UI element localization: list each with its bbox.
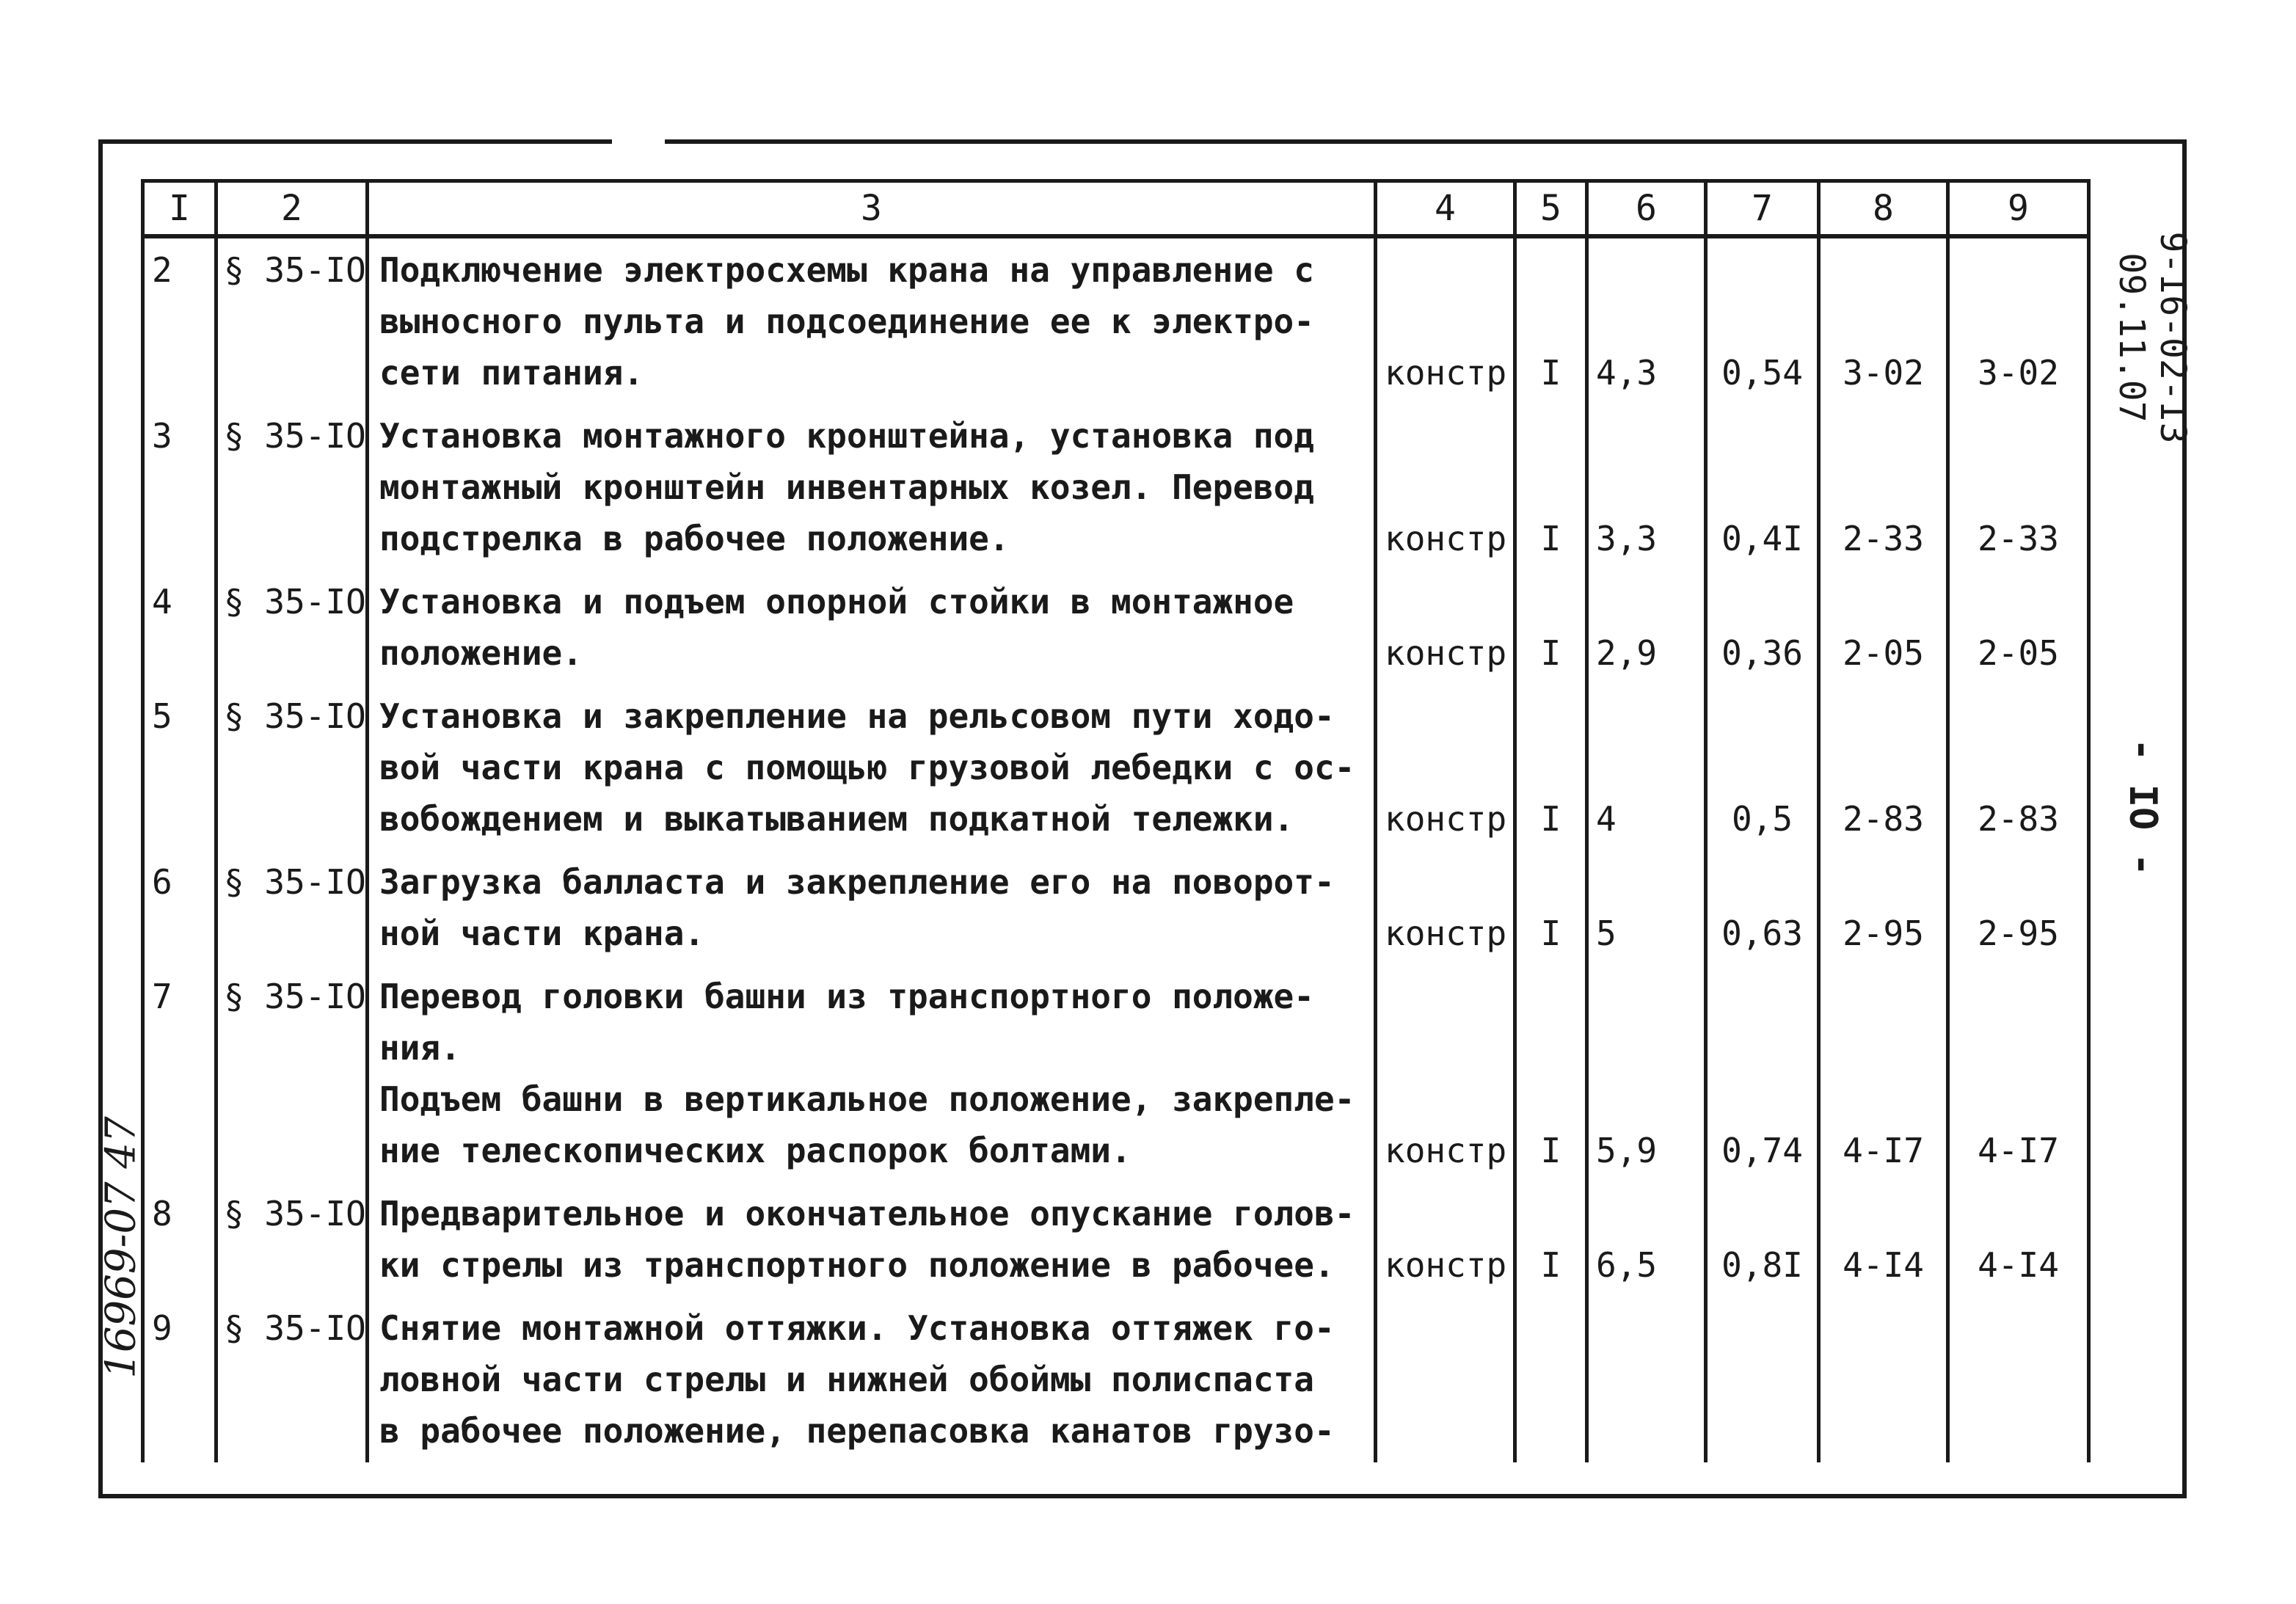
spec-table-body xyxy=(143,236,2089,1462)
row-value-col7: 0,63 xyxy=(1706,850,1819,965)
description-line: вой части крана с помощью грузовой лебедки с ос- xyxy=(379,748,1355,787)
description-line: Установка и закрепление на рельсовом пути ходо- xyxy=(379,696,1335,736)
row-value-col9: 2-05 xyxy=(1948,570,2089,685)
row-value-col9: 2-95 xyxy=(1948,850,2089,965)
header-row xyxy=(143,181,2089,237)
row-value-col9: 3-02 xyxy=(1948,236,2089,404)
row-value-col7: 0,74 xyxy=(1706,965,1819,1182)
row-description xyxy=(368,1297,1376,1462)
row-value-col6: 5,9 xyxy=(1587,965,1706,1182)
table-row xyxy=(143,1182,2089,1297)
row-unit: констр xyxy=(1376,570,1515,685)
row-number: 9 xyxy=(143,1297,216,1462)
row-paragraph-ref: § 35-IO xyxy=(216,1182,368,1297)
row-paragraph-ref: § 35-IO xyxy=(216,570,368,685)
row-number: 4 xyxy=(143,570,216,685)
row-value-col9: 4-I7 xyxy=(1948,965,2089,1182)
row-value-col7: 0,8I xyxy=(1706,1182,1819,1297)
col-header-5: 5 xyxy=(1515,181,1587,237)
row-paragraph-ref: § 35-IO xyxy=(216,236,368,404)
document-code: 9-I6-02-I3 xyxy=(2152,231,2193,444)
row-quantity xyxy=(1515,1297,1587,1462)
description-line: Подключение электросхемы крана на управление с xyxy=(379,250,1314,290)
table-row xyxy=(143,236,2089,404)
row-value-col9 xyxy=(1948,1297,2089,1462)
row-number: 5 xyxy=(143,685,216,850)
row-description xyxy=(368,850,1376,965)
description-line: ной части крана. xyxy=(379,914,705,953)
col-header-1: I xyxy=(143,181,216,237)
row-number: 3 xyxy=(143,404,216,570)
row-value-col9: 2-33 xyxy=(1948,404,2089,570)
description-line: Подъем башни в вертикальное положение, закрепле- xyxy=(379,1079,1355,1119)
row-quantity: I xyxy=(1515,850,1587,965)
row-quantity: I xyxy=(1515,570,1587,685)
row-description xyxy=(368,965,1376,1182)
description-line: в рабочее положение, перепасовка канатов грузо- xyxy=(379,1411,1335,1451)
row-paragraph-ref: § 35-IO xyxy=(216,850,368,965)
description-line: ния. xyxy=(379,1028,461,1068)
row-value-col6: 5 xyxy=(1587,850,1706,965)
col-header-6: 6 xyxy=(1587,181,1706,237)
col-header-2: 2 xyxy=(216,181,368,237)
row-paragraph-ref: § 35-IO xyxy=(216,965,368,1182)
table-row xyxy=(143,404,2089,570)
row-value-col7: 0,54 xyxy=(1706,236,1819,404)
description-line: ловной части стрелы и нижней обоймы полиспаста xyxy=(379,1360,1314,1399)
row-value-col8: 2-83 xyxy=(1819,685,1948,850)
row-quantity: I xyxy=(1515,685,1587,850)
row-paragraph-ref: § 35-IO xyxy=(216,404,368,570)
table-row xyxy=(143,1297,2089,1462)
inventory-number-box xyxy=(88,1042,154,1453)
row-number: 8 xyxy=(143,1182,216,1297)
inventory-number: 16969-07 47 xyxy=(97,1116,145,1379)
row-unit: констр xyxy=(1376,236,1515,404)
row-quantity: I xyxy=(1515,965,1587,1182)
row-value-col8: 2-05 xyxy=(1819,570,1948,685)
row-value-col6 xyxy=(1587,1297,1706,1462)
description-line: монтажный кронштейн инвентарных козел. Перевод xyxy=(379,467,1314,507)
row-value-col7: 0,36 xyxy=(1706,570,1819,685)
row-value-col6: 4 xyxy=(1587,685,1706,850)
col-header-9: 9 xyxy=(1948,181,2089,237)
row-description xyxy=(368,236,1376,404)
col-header-7: 7 xyxy=(1706,181,1819,237)
description-line: выносного пульта и подсоединение ее к электро- xyxy=(379,302,1314,341)
row-description xyxy=(368,1182,1376,1297)
description-line: Установка и подъем опорной стойки в монтажное xyxy=(379,582,1294,621)
row-value-col9: 2-83 xyxy=(1948,685,2089,850)
page-number-box xyxy=(2113,734,2172,881)
row-quantity: I xyxy=(1515,236,1587,404)
description-line: Загрузка балласта и закрепление его на поворот- xyxy=(379,862,1335,902)
row-value-col8: 4-I7 xyxy=(1819,965,1948,1182)
description-line: Перевод головки башни из транспортного положе- xyxy=(379,977,1314,1016)
spec-table-container xyxy=(141,179,2087,1495)
row-paragraph-ref: § 35-IO xyxy=(216,685,368,850)
description-line: Предварительное и окончательное опускание голов- xyxy=(379,1194,1355,1233)
row-value-col9: 4-I4 xyxy=(1948,1182,2089,1297)
row-value-col6: 3,3 xyxy=(1587,404,1706,570)
row-value-col7 xyxy=(1706,1297,1819,1462)
row-value-col6: 2,9 xyxy=(1587,570,1706,685)
table-row xyxy=(143,850,2089,965)
row-unit: констр xyxy=(1376,1182,1515,1297)
table-row xyxy=(143,570,2089,685)
frame-top-left-rule xyxy=(98,139,612,144)
row-unit: констр xyxy=(1376,850,1515,965)
row-number: 6 xyxy=(143,850,216,965)
row-quantity: I xyxy=(1515,404,1587,570)
row-unit: констр xyxy=(1376,404,1515,570)
page-number: - IO - xyxy=(2121,738,2165,876)
table-row xyxy=(143,965,2089,1182)
row-value-col7: 0,5 xyxy=(1706,685,1819,850)
row-description xyxy=(368,404,1376,570)
row-value-col6: 4,3 xyxy=(1587,236,1706,404)
row-unit xyxy=(1376,1297,1515,1462)
description-line: ки стрелы из транспортного положение в рабочее. xyxy=(379,1245,1335,1285)
table-row xyxy=(143,685,2089,850)
frame-top-right-rule xyxy=(665,139,2187,144)
col-header-3: 3 xyxy=(368,181,1376,237)
row-value-col8 xyxy=(1819,1297,1948,1462)
row-value-col8: 4-I4 xyxy=(1819,1182,1948,1297)
row-unit: констр xyxy=(1376,685,1515,850)
description-line: положение. xyxy=(379,633,583,673)
description-line: вобождением и выкатыванием подкатной тележки. xyxy=(379,799,1294,839)
row-description xyxy=(368,570,1376,685)
description-line: подстрелка в рабочее положение. xyxy=(379,519,1010,558)
row-value-col7: 0,4I xyxy=(1706,404,1819,570)
row-number: 7 xyxy=(143,965,216,1182)
col-header-8: 8 xyxy=(1819,181,1948,237)
row-value-col8: 2-95 xyxy=(1819,850,1948,965)
col-header-4: 4 xyxy=(1376,181,1515,237)
row-description xyxy=(368,685,1376,850)
row-value-col6: 6,5 xyxy=(1587,1182,1706,1297)
row-unit: констр xyxy=(1376,965,1515,1182)
row-paragraph-ref: § 35-IO xyxy=(216,1297,368,1462)
document-code-stamp xyxy=(2082,231,2222,444)
document-date: 09.11.07 xyxy=(2111,252,2152,423)
spec-table xyxy=(141,179,2091,1462)
description-line: сети питания. xyxy=(379,353,644,393)
row-value-col8: 3-02 xyxy=(1819,236,1948,404)
row-number: 2 xyxy=(143,236,216,404)
row-quantity: I xyxy=(1515,1182,1587,1297)
row-value-col8: 2-33 xyxy=(1819,404,1948,570)
description-line: Установка монтажного кронштейна, установка под xyxy=(379,416,1314,456)
description-line: Снятие монтажной оттяжки. Установка оттяжек го- xyxy=(379,1308,1335,1348)
description-line: ние телескопических распорок болтами. xyxy=(379,1131,1131,1170)
